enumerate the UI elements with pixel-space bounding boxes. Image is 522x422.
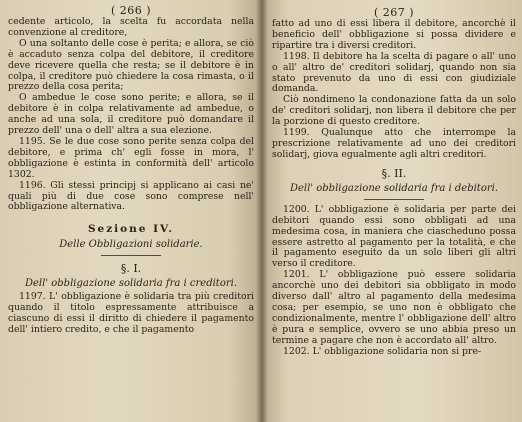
paragraph: 1197. L' obbligazione è solidaria tra più creditori quando il titolo espressamente attribuisce a ciascuno di essi il diritto di chiedere il pagamento dell' intiero credito, e che il pagamento (8, 291, 254, 336)
paragraph: Ciò nondimeno la condonazione fatta da un solo de' creditori solidarj, non libera il debitore che per la porzione di questo creditore. (272, 94, 516, 128)
section-title: Sezione IV. (87, 223, 175, 236)
divider (364, 199, 424, 200)
paragraph: 1196. Gli stessi principj si applicano ai casi ne' quali più di due cose sono comprese nell' obbligazione alternativa. (8, 179, 254, 213)
book-gutter (256, 0, 268, 422)
right-page (262, 0, 522, 422)
paragraph: O una soltanto delle cose è perita; e allora, se ciò è accaduto senza colpa del debitore, il creditore deve ricevere quella che resta; se il debitore è in colpa, il creditore può chiedere la cosa rimasta, o il prezzo della cosa perita; (8, 37, 254, 93)
subsection-title: Dell' obbligazione solidaria fra i creditori. (25, 278, 237, 290)
paragraph: O ambedue le cose sono perite; e allora, se il debitore è in colpa relativamente ad ambedue, o anche ad una sola, il creditore può domandare il prezzo dell' una o dell' altra a sua elezione. (8, 92, 254, 137)
section-subtitle: Delle Obbligazioni solidarie. (59, 239, 203, 251)
paragraph: fatto ad uno di essi libera il debitore, ancorchè il beneficio dell' obbligazione si possa dividere e ripartire tra i diversi creditori. (272, 18, 516, 51)
subsection-number: §. I. (120, 262, 142, 276)
subsection-number: §. II. (381, 166, 407, 180)
paragraph: 1199. Qualunque atto che interrompe la prescrizione relativamente ad uno dei creditori solidarj, giova egualmente agli altri creditori. (272, 127, 516, 160)
paragraph: 1198. Il debitore ha la scelta di pagare o all' uno o all' altro de' creditori solidarj, quando non sia stato prevenuto da uno di essi con giudiziale domanda. (272, 50, 516, 95)
paragraph: cedente articolo, la scelta fu accordata nella convenzione al creditore, (8, 16, 254, 38)
paragraph: 1200. L' obbligazione è solidaria per parte dei debitori quando essi sono obbligati ad una medesima cosa, in maniera che ciascheduno possa essere astretto al pagamento per la totalità, e che il pagamento eseguito da un solo liberi gli altri verso il creditore. (272, 203, 516, 270)
paragraph: 1202. L' obbligazione solidaria non si pre- (283, 345, 482, 357)
paragraph: 1201. L' obbligazione può essere solidaria ancorchè uno dei debitori sia obbligato in modo diverso dall' altro al pagamento della medesima cosa; per esempio, se uno non è obbligato che condizionalmente, mentre l' obbligazione dell' altro è pura e semplice, ovvero se uno abbia preso un termine a pagare che non è accordato all' altro. (272, 269, 516, 346)
subsection-title: Dell' obbligazione solidaria fra i debitori. (289, 182, 498, 194)
page-number: ( 267 ) (373, 6, 415, 19)
paragraph: 1195. Se le due cose sono perite senza colpa del debitore, e prima ch' egli fosse in mora, l' obbligazione è estinta in conformità dell' articolo 1302. (8, 135, 254, 180)
page-number: ( 266 ) (110, 4, 152, 17)
divider (101, 255, 161, 256)
